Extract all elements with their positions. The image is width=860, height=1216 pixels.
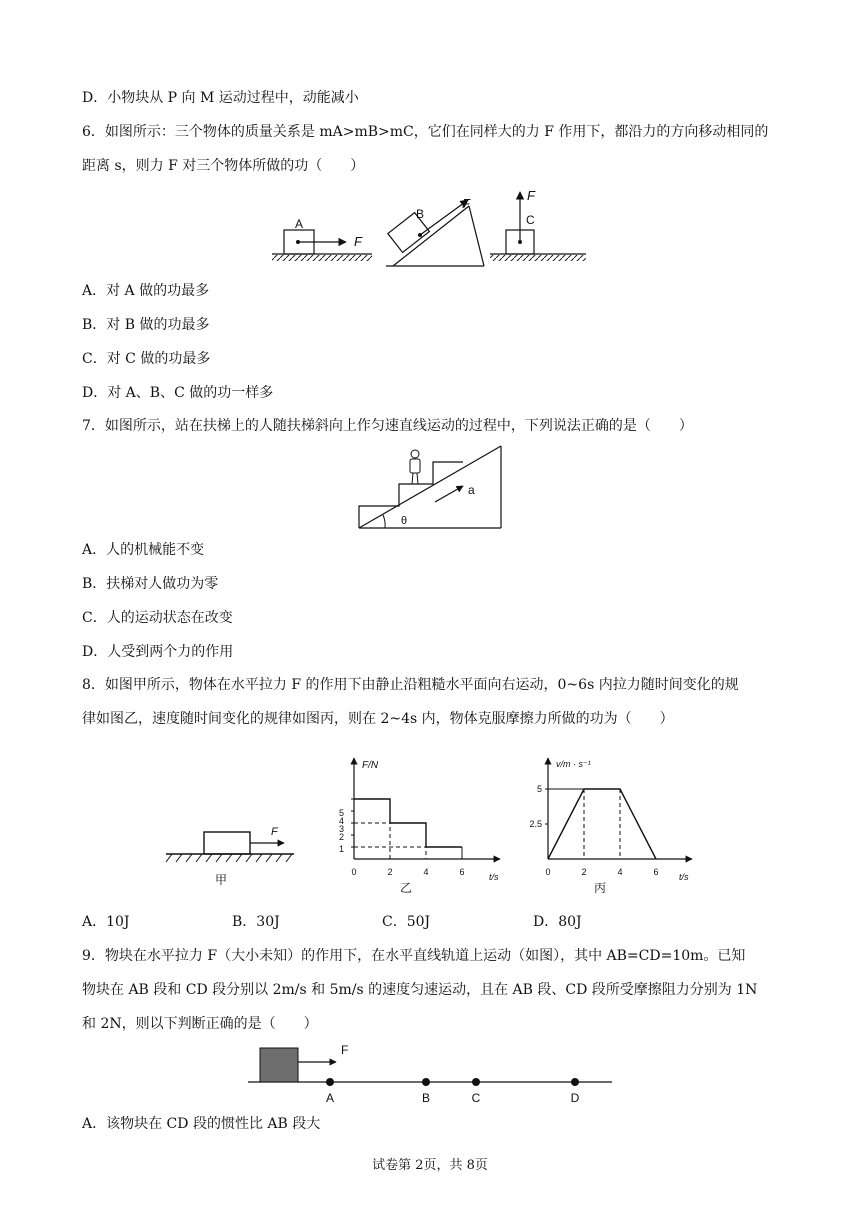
q8-fig-yi-chart	[330, 754, 510, 900]
q9-point-c	[472, 1078, 480, 1086]
person-icon	[410, 450, 420, 484]
q8-option-c[interactable]: C．50J	[382, 914, 431, 930]
q9-point-a	[326, 1078, 334, 1086]
q6-force-label-a: F	[354, 234, 362, 249]
q8-yi-ytick-2: 2	[338, 832, 344, 842]
q7-option-a[interactable]: A．人的机械能不变	[82, 542, 205, 558]
q8-yi-caption: 乙	[400, 881, 413, 895]
q6-force-label-c: F	[527, 188, 535, 203]
q6-label-b: B	[416, 207, 425, 221]
q8-yi-ytick-3: 3	[338, 824, 344, 834]
q6-force-label-b: F	[462, 196, 470, 211]
q8-stem-line-1: 8．如图甲所示，物体在水平拉力 F 的作用下由静止沿粗糙水平面向右运动，0~6s 内拉力随时间变化的规	[82, 677, 739, 693]
q8-yi-xtick-0: 0	[351, 867, 357, 877]
q8-yi-xlabel: t/s	[489, 872, 499, 882]
q6-block-c	[490, 188, 586, 261]
q7-label-theta: θ	[401, 515, 408, 527]
q7-label-a: a	[468, 483, 475, 497]
q8-yi-xtick-4: 4	[423, 867, 429, 877]
q8-bing-ylabel: v/m · s⁻¹	[556, 759, 591, 769]
q6-stem-line-2: 距离 s，则力 F 对三个物体所做的功（ ）	[82, 158, 365, 174]
q9-label-c: C	[471, 1091, 481, 1105]
q8-bing-xtick-4: 4	[617, 867, 623, 877]
q6-block-a	[272, 217, 372, 261]
q8-bing-xtick-2: 2	[581, 867, 587, 877]
q9-force-label: F	[341, 1043, 349, 1057]
q7-option-d[interactable]: D．人受到两个力的作用	[82, 644, 234, 660]
q6-option-d[interactable]: D．对 A、B、C 做的功一样多	[82, 385, 274, 401]
q9-track-figure	[240, 1040, 620, 1108]
q7-stem: 7．如图所示，站在扶梯上的人随扶梯斜向上作匀速直线运动的过程中，下列说法正确的是（ ）	[82, 418, 693, 434]
q8-jia-caption: 甲	[215, 873, 228, 887]
q6-label-c: C	[526, 213, 535, 227]
q8-bing-caption: 丙	[594, 881, 607, 895]
q5-option-d: D．小物块从 P 向 M 运动过程中，动能减小	[82, 90, 359, 106]
q6-stem-line-1: 6．如图所示：三个物体的质量关系是 mA>mB>mC，它们在同样大的力 F 作用下，都沿力的方向移动相同的	[82, 124, 769, 140]
q6-option-a[interactable]: A．对 A 做的功最多	[82, 283, 210, 299]
q8-yi-ylabel: F/N	[362, 760, 379, 771]
footer-text: 试卷第 2页，共 8页	[372, 1158, 488, 1173]
q6-option-c[interactable]: C．对 C 做的功最多	[82, 351, 211, 367]
q7-option-c[interactable]: C．人的运动状态在改变	[82, 610, 233, 626]
q8-jia-force-label: F	[271, 826, 278, 838]
q9-point-d	[571, 1078, 579, 1086]
q8-option-d[interactable]: D．80J	[533, 914, 582, 930]
q8-option-a[interactable]: A．10J	[82, 914, 130, 930]
q9-block	[260, 1048, 298, 1082]
q8-bing-ytick-2-5: 2.5	[529, 819, 542, 829]
q8-yi-ytick-5: 5	[338, 808, 344, 818]
q8-bing-velocity-series	[548, 789, 656, 859]
q9-label-b: B	[421, 1091, 431, 1105]
q6-figure	[268, 186, 608, 270]
q8-yi-xtick-6: 6	[459, 867, 465, 877]
q8-bing-xlabel: t/s	[679, 872, 689, 882]
page-footer	[0, 1154, 860, 1173]
q9-stem-line-3: 和 2N，则以下判断正确的是（ ）	[82, 1016, 318, 1032]
q8-fig-bing-chart	[526, 754, 706, 900]
q7-option-b[interactable]: B．扶梯对人做功为零	[82, 576, 219, 592]
q9-option-a[interactable]: A．该物块在 CD 段的惯性比 AB 段大	[82, 1116, 321, 1132]
q8-yi-xtick-2: 2	[387, 867, 393, 877]
q8-fig-jia	[160, 812, 300, 888]
q8-bing-xtick-6: 6	[653, 867, 659, 877]
q8-option-b[interactable]: B．30J	[232, 914, 280, 930]
q9-stem-line-2: 物块在 AB 段和 CD 段分别以 2m/s 和 5m/s 的速度匀速运动，且在 AB 段、CD 段所受摩擦阻力分别为 1N	[82, 982, 758, 998]
q9-stem-line-1: 9．物块在水平拉力 F（大小未知）的作用下，在水平直线轨道上运动（如图），其中 AB=CD=10m。已知	[82, 948, 746, 964]
q8-bing-ytick-5: 5	[536, 784, 542, 794]
q6-label-a: A	[295, 217, 304, 231]
q8-bing-xtick-0: 0	[545, 867, 551, 877]
q9-point-b	[422, 1078, 430, 1086]
q8-stem-line-2: 律如图乙，速度随时间变化的规律如图丙，则在 2~4s 内，物体克服摩擦力所做的功为（ ）	[82, 711, 674, 727]
q6-block-b	[386, 196, 484, 266]
q9-label-a: A	[325, 1091, 335, 1105]
q9-label-d: D	[570, 1091, 580, 1105]
q7-escalator-figure	[355, 444, 515, 530]
q6-option-b[interactable]: B．对 B 做的功最多	[82, 317, 210, 333]
q8-yi-ytick-1: 1	[338, 844, 344, 854]
q8-yi-ytick-4: 4	[338, 816, 344, 826]
